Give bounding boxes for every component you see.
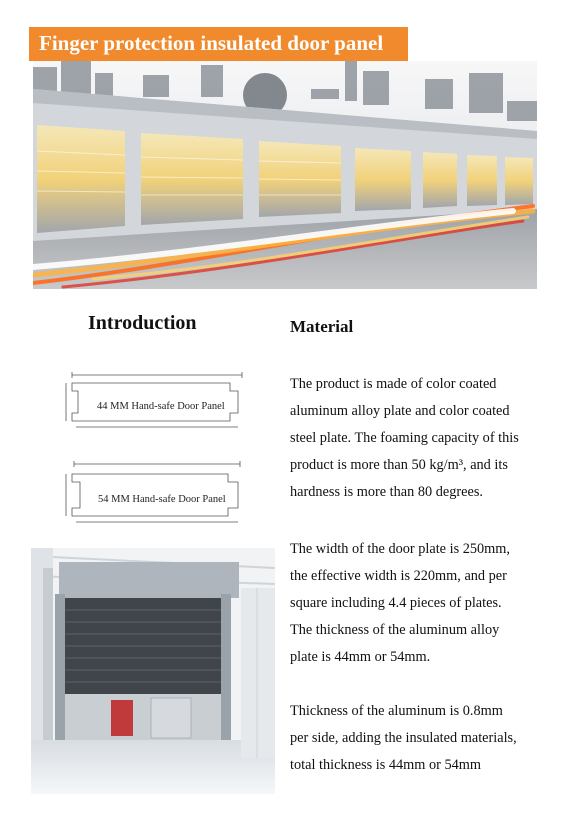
text-line: total thickness is 44mm or 54mm <box>290 757 482 773</box>
text-line: square including 4.4 pieces of plates. <box>290 595 502 611</box>
panel-44-label: 44 MM Hand-safe Door Panel <box>97 401 225 412</box>
text-line: The product is made of color coated <box>290 376 497 392</box>
text-line: Thickness of the aluminum is 0.8mm <box>290 703 503 719</box>
panel-44-diagram <box>62 367 252 435</box>
panel-54-label: 54 MM Hand-safe Door Panel <box>98 494 226 505</box>
text-line: hardness is more than 80 degrees. <box>290 484 483 500</box>
warehouse-door-photo <box>31 548 275 794</box>
hero-image <box>33 61 537 289</box>
material-paragraph-1 <box>290 371 550 506</box>
text-line: product is more than 50 kg/m³, and its <box>290 457 508 473</box>
text-line: per side, adding the insulated materials, <box>290 730 517 746</box>
warehouse-illustration <box>31 548 275 794</box>
material-paragraph-2 <box>290 536 550 671</box>
text-line: the effective width is 220mm, and per <box>290 568 507 584</box>
panel-54-diagram <box>62 458 252 526</box>
text-line: steel plate. The foaming capacity of this <box>290 430 519 446</box>
title-banner <box>29 27 408 61</box>
introduction-heading: Introduction <box>88 312 197 334</box>
text-line: The thickness of the aluminum alloy <box>290 622 500 638</box>
text-line: plate is 44mm or 54mm. <box>290 649 431 665</box>
banner-title: Finger protection insulated door panel <box>39 31 384 55</box>
panel-44-drawing <box>62 367 252 435</box>
panel-54-drawing <box>62 458 252 526</box>
text-line: The width of the door plate is 250mm, <box>290 541 510 557</box>
hero-illustration <box>33 61 537 289</box>
material-paragraph-3 <box>290 698 550 779</box>
text-line: aluminum alloy plate and color coated <box>290 403 510 419</box>
material-heading: Material <box>290 317 354 336</box>
